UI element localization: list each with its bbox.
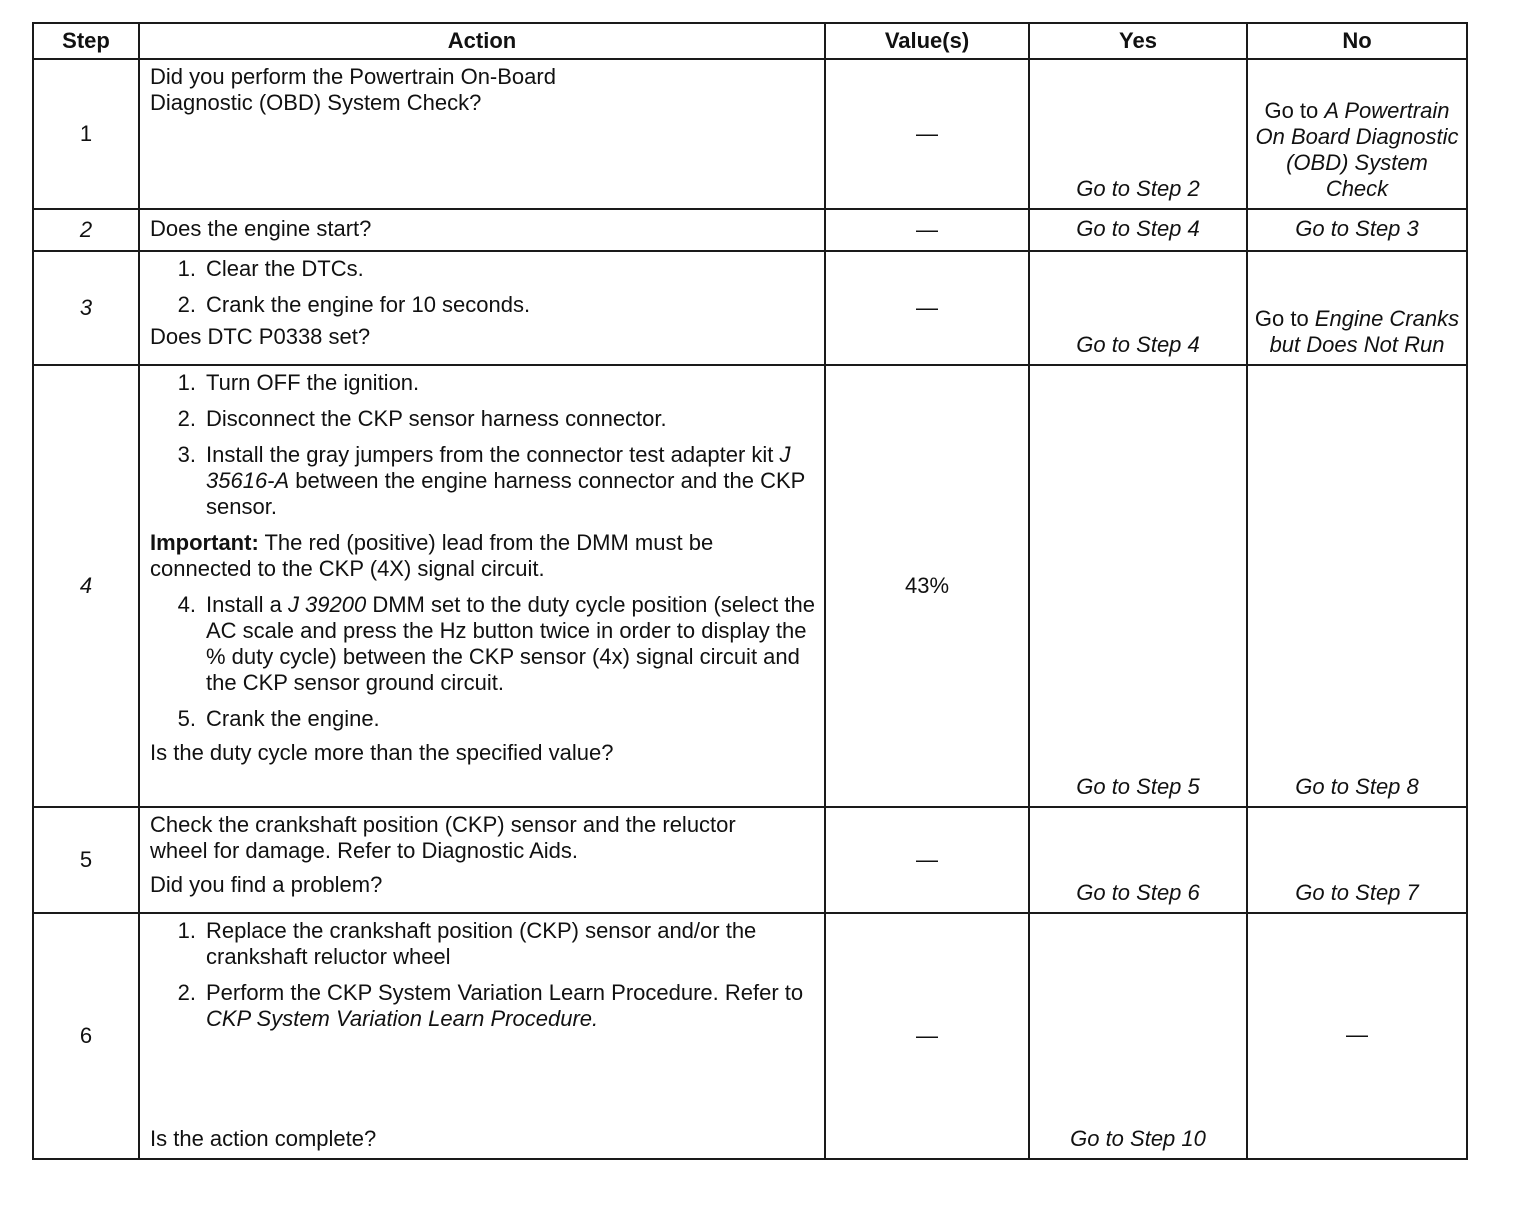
list-item: 4. Install a J 39200 DMM set to the duty cycle position (select the AC scale and press the Hz button twice in order to display the % duty cycle) between the CKP sensor (4x) signal circuit and the CKP sensor ground circuit. xyxy=(177,592,815,695)
header-row xyxy=(33,23,1467,59)
header-action: Action xyxy=(139,23,825,59)
action-cell xyxy=(139,807,825,913)
table-row xyxy=(33,913,1467,1159)
list-item: 2. Disconnect the CKP sensor harness connector. xyxy=(177,406,667,431)
yes-cell: Go to Step 6 xyxy=(1029,807,1247,913)
action-question: Did you find a problem? xyxy=(150,872,383,897)
header-values: Value(s) xyxy=(825,23,1029,59)
list-item: 1. Turn OFF the ignition. xyxy=(177,370,420,395)
no-cell xyxy=(1247,59,1467,209)
header-yes: Yes xyxy=(1029,23,1247,59)
action-steps xyxy=(150,370,816,520)
step-number: 3 xyxy=(33,251,139,365)
no-cell: Go to Step 8 xyxy=(1247,365,1467,807)
action-text: Does the engine start? xyxy=(150,216,372,241)
no-prefix: Go to xyxy=(1254,306,1315,331)
step-number: 2 xyxy=(33,209,139,251)
table-row xyxy=(33,59,1467,209)
action-text: Did you perform the Powertrain On-Board Diagnostic (OBD) System Check? xyxy=(150,64,556,115)
list-item: 2. Perform the CKP System Variation Learn Procedure. Refer to CKP System Variation Learn Procedure. xyxy=(177,980,804,1031)
list-item: 1. Clear the DTCs. xyxy=(177,256,364,281)
action-cell xyxy=(139,251,825,365)
action-cell xyxy=(139,913,825,1159)
list-item: 3. Install the gray jumpers from the connector test adapter kit J 35616-A between the engine harness connector and the CKP sensor. xyxy=(177,442,805,519)
step-number: 5 xyxy=(33,807,139,913)
value-cell: — xyxy=(825,251,1029,365)
table-row xyxy=(33,251,1467,365)
action-text: Check the crankshaft position (CKP) sensor and the reluctor wheel for damage. Refer to Diagnostic Aids. xyxy=(150,812,736,863)
action-steps xyxy=(150,256,816,318)
list-item: 2. Crank the engine for 10 seconds. xyxy=(177,292,531,317)
action-steps xyxy=(150,918,816,1042)
yes-cell: Go to Step 10 xyxy=(1029,913,1247,1159)
value-cell: — xyxy=(825,913,1029,1159)
yes-cell: Go to Step 5 xyxy=(1029,365,1247,807)
action-cell xyxy=(139,209,825,251)
action-question: Is the duty cycle more than the specified value? xyxy=(150,740,614,765)
procedure-reference: CKP System Variation Learn Procedure. xyxy=(206,1006,599,1031)
step-number: 6 xyxy=(33,913,139,1159)
action-steps xyxy=(150,592,816,732)
step-number: 4 xyxy=(33,365,139,807)
header-step: Step xyxy=(33,23,139,59)
table-row xyxy=(33,365,1467,807)
tool-reference: J 39200 xyxy=(287,592,367,617)
no-cell: Go to Step 3 xyxy=(1247,209,1467,251)
action-question: Is the action complete? xyxy=(150,1126,377,1151)
no-cell: Go to Step 7 xyxy=(1247,807,1467,913)
header-no: No xyxy=(1247,23,1467,59)
value-cell: — xyxy=(825,59,1029,209)
list-item: 5. Crank the engine. xyxy=(177,706,380,731)
yes-cell: Go to Step 4 xyxy=(1029,251,1247,365)
table-row xyxy=(33,807,1467,913)
step-number: 1 xyxy=(33,59,139,209)
value-cell: — xyxy=(825,807,1029,913)
no-reference: Engine Cranks but Does Not Run xyxy=(1269,306,1460,357)
no-reference: A Powertrain On Board Diagnostic (OBD) System Check xyxy=(1255,98,1459,201)
table-row xyxy=(33,209,1467,251)
yes-cell: Go to Step 4 xyxy=(1029,209,1247,251)
value-cell: — xyxy=(825,209,1029,251)
action-cell xyxy=(139,365,825,807)
action-cell xyxy=(139,59,825,209)
yes-cell: Go to Step 2 xyxy=(1029,59,1247,209)
list-item: 1. Replace the crankshaft position (CKP) sensor and/or the crankshaft reluctor wheel xyxy=(177,918,757,969)
no-prefix: Go to xyxy=(1264,98,1325,123)
important-note: Important: The red (positive) lead from the DMM must be connected to the CKP (4X) signal circuit. xyxy=(150,530,714,581)
no-cell xyxy=(1247,251,1467,365)
no-cell: — xyxy=(1247,913,1467,1159)
diagnostic-table xyxy=(32,22,1468,1160)
action-question: Does DTC P0338 set? xyxy=(150,324,371,349)
tool-reference: J 35616-A xyxy=(206,442,791,493)
value-cell: 43% xyxy=(825,365,1029,807)
